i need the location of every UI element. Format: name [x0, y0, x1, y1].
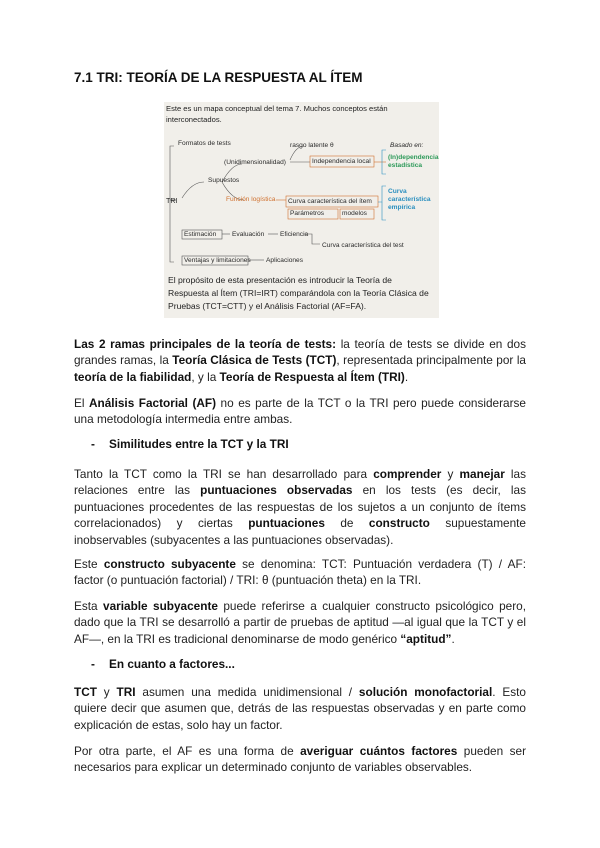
paragraph-variable: Esta variable subyacente puede referirse a cualquier constructo psicológico pero, dado que la TRI se desarrolló a partir de pruebas de aptitud —al igual que la TCT y el AF—, en la TRI es tradicional denominarse de modo genérico “aptitud”.: [74, 599, 526, 646]
concept-map-figure: [164, 102, 439, 318]
figure-caption: El propósito de esta presentación es introducir la Teoría de Respuesta al Ítem (TRI=IRT) comparándola con la Teoría Clásica de Pruebas (TCT=CTT) y el Análisis Factorial (AF=FA).: [168, 275, 429, 311]
node-cct: Curva característica del test: [322, 242, 404, 249]
node-aplicaciones: Aplicaciones: [266, 257, 304, 264]
node-unidim: (Unidimensionalidad): [224, 159, 286, 166]
node-tri: TRI: [166, 196, 178, 205]
bullet-factores: - En cuanto a factores...: [91, 657, 235, 671]
node-estimacion: Estimación: [184, 231, 217, 238]
node-indep-estadistica: (In)dependencia estadística: [388, 154, 439, 169]
node-parametros: Parámetros: [290, 210, 325, 217]
paragraph-ramas: Las 2 ramas principales de la teoría de tests: la teoría de tests se divide en dos grandes ramas, la Teoría Clásica de Tests (TCT), representada principalmente por la teoría de la fiabilidad, y la Teoría de Respuesta al Ítem (TRI).: [74, 337, 526, 384]
node-eficiencia: Eficiencia: [280, 231, 309, 238]
node-cci: Curva característica del ítem: [288, 198, 372, 205]
paragraph-monofactorial: TCT y TRI asumen una medida unidimensional / solución monofactorial. Esto quiere decir que asumen que, detrás de las respuestas observadas y en parte como explicación de estas, solo hay un factor.: [74, 685, 526, 732]
node-curva-empirica: Curva característica empírica: [388, 188, 431, 211]
paragraph-averiguar: Por otra parte, el AF es una forma de averiguar cuántos factores pueden ser necesarios para explicar un determinado conjunto de variables observables.: [74, 744, 527, 775]
bullet-similitudes: - Similitudes entre la TCT y la TRI: [91, 437, 289, 451]
node-funcion-logistica: Función logística: [226, 196, 276, 203]
node-indep-local: Independencia local: [312, 158, 371, 165]
paragraph-af: El Análisis Factorial (AF) no es parte de la TCT o la TRI pero puede considerarse una metodología intermedia entre ambas.: [74, 396, 526, 427]
node-modelos: modelos: [342, 210, 367, 217]
node-evaluacion: Evaluación: [232, 231, 265, 238]
paragraph-similitudes: Tanto la TCT como la TRI se han desarrollado para comprender y manejar las relaciones entre las puntuaciones observadas en los tests (es decir, las puntuaciones procedentes de las respuestas de los sujetos a un conjunto de ítems correlacionados) y ciertas puntuaciones de constructo supuestamente inobservables (subyacentes a las puntuaciones observadas).: [74, 467, 526, 547]
node-rasgo: rasgo latente θ: [290, 142, 334, 149]
node-formatos: Formatos de tests: [178, 140, 231, 147]
figure-intro: Este es un mapa conceptual del tema 7. Muchos conceptos están interconectados.: [166, 104, 388, 124]
node-supuestos: Supuestos: [208, 177, 240, 184]
node-ventajas: Ventajas y limitaciones: [184, 257, 251, 264]
paragraph-constructo: Este constructo subyacente se denomina: TCT: Puntuación verdadera (T) / AF: factor (o puntuación factorial) / TRI: θ (puntuación theta) en la TRI.: [74, 557, 526, 588]
section-heading: 7.1 TRI: TEORÍA DE LA RESPUESTA AL ÍTEM: [74, 70, 363, 85]
node-basado: Basado en:: [390, 142, 424, 149]
